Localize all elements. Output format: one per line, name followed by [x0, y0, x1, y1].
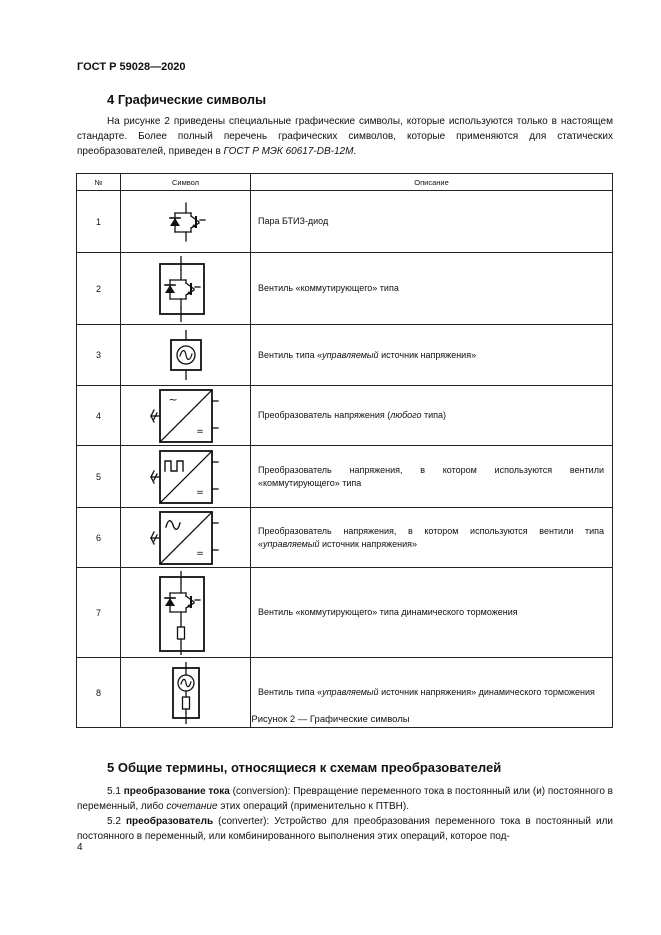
- table-row: [77, 253, 613, 325]
- paragraph-5-2: [77, 814, 613, 844]
- figure-caption: Рисунок 2 — Графические символы: [251, 714, 410, 725]
- description-italic: управляемый: [263, 538, 320, 549]
- row-number: 8: [77, 658, 121, 728]
- description-text: Вентиль «коммутирующего» типа: [258, 283, 399, 293]
- table-row: [77, 568, 613, 658]
- ac-symbol: ~: [167, 392, 178, 406]
- description-cell: [251, 386, 613, 446]
- term: преобразователь: [125, 816, 214, 827]
- row-number: 2: [77, 253, 121, 325]
- description-cell: [251, 253, 613, 325]
- dc-symbol: =: [195, 426, 204, 437]
- intro-end: .: [353, 146, 357, 157]
- commutated-valve-icon: [151, 256, 221, 322]
- clause-number: 5.1: [107, 786, 124, 797]
- description-text: типа): [421, 410, 447, 420]
- table-row: [77, 386, 613, 446]
- definition-text: (conversion): Превращение переменного тока в постоянный или (и) постоянного в переменный, либо: [77, 786, 613, 812]
- row-number: 5: [77, 446, 121, 508]
- symbol-cell: [121, 508, 251, 568]
- symbol-cell: [121, 446, 251, 508]
- description-text: Вентиль типа «: [258, 687, 323, 697]
- description-cell: [251, 508, 613, 568]
- row-number: 7: [77, 568, 121, 658]
- controlled-source-voltage-converter-icon: [148, 509, 224, 567]
- description-text: Преобразователь напряжения (: [258, 410, 391, 420]
- definition-text: (converter): Устройство для преобразования переменного тока в постоянный или постоянного в переменный, или комбинированного выполнения этих операций, которое под-: [77, 816, 614, 842]
- description-text: источник напряжения»: [319, 538, 417, 549]
- definition-text: этих операций (применительно к ПТВН).: [217, 801, 409, 812]
- row-number: 3: [77, 325, 121, 386]
- description-text: источник напряжения» динамического торможения: [378, 687, 595, 697]
- symbol-cell: [121, 568, 251, 658]
- description-text: источник напряжения»: [378, 349, 477, 360]
- definition-italic: сочетание: [166, 801, 218, 812]
- description-italic: любого: [390, 410, 422, 420]
- table-row: [77, 508, 613, 568]
- description-text: Преобразователь напряжения, в котором используются вентили «коммутирующего» типа: [258, 464, 604, 488]
- row-number: 1: [77, 191, 121, 253]
- controlled-voltage-source-valve-icon: [161, 330, 211, 380]
- description-text: Пара БТИЗ-диод: [258, 216, 329, 226]
- commutated-voltage-converter-icon: [148, 448, 224, 506]
- symbol-cell: [121, 191, 251, 253]
- row-number: 6: [77, 508, 121, 568]
- document-header: ГОСТ Р 59028—2020: [77, 61, 186, 73]
- clause-number: 5.2: [107, 816, 126, 827]
- dynamic-braking-commutated-valve-icon: [151, 571, 221, 655]
- table-header-row: [77, 174, 613, 191]
- intro-standard-reference: ГОСТ Р МЭК 60617-DB-12M: [223, 146, 354, 157]
- dc-symbol: =: [195, 487, 204, 498]
- description-cell: [251, 325, 613, 386]
- symbol-cell: [121, 325, 251, 386]
- header-description: Описание: [251, 174, 613, 191]
- table-row: [77, 191, 613, 253]
- header-number: №: [77, 174, 121, 191]
- description-text: Вентиль типа «: [258, 349, 323, 360]
- description-cell: [251, 446, 613, 508]
- page-number: 4: [77, 842, 83, 853]
- section-5-heading: 5 Общие термины, относящиеся к схемам преобразователей: [107, 760, 502, 775]
- graphic-symbols-table: [76, 173, 613, 728]
- description-italic: управляемый: [322, 687, 379, 697]
- symbol-cell: [121, 386, 251, 446]
- dc-symbol: =: [195, 548, 204, 559]
- description-text: Преобразователь напряжения, в котором используются вентили типа «: [258, 525, 604, 549]
- section-4-intro: [77, 114, 613, 159]
- description-cell: [251, 191, 613, 253]
- section-4-heading: 4 Графические символы: [107, 92, 267, 107]
- description-italic: управляемый: [322, 349, 379, 360]
- voltage-converter-icon: [148, 387, 224, 445]
- row-number: 4: [77, 386, 121, 446]
- description-text: Вентиль «коммутирующего» типа динамического торможения: [258, 607, 518, 617]
- header-symbol: Символ: [121, 174, 251, 191]
- symbol-cell: [121, 253, 251, 325]
- igbt-diode-pair-icon: [156, 197, 216, 247]
- table-row: [77, 446, 613, 508]
- table-row: [77, 325, 613, 386]
- description-cell: [251, 568, 613, 658]
- term: преобразование тока: [123, 786, 230, 797]
- intro-text: На рисунке 2 приведены специальные графические символы, которые используются только в настоящем стандарте. Более полный перечень графических символов, которые применяются для статических преобразователей, приведен в: [77, 116, 613, 157]
- paragraph-5-1: [77, 784, 613, 814]
